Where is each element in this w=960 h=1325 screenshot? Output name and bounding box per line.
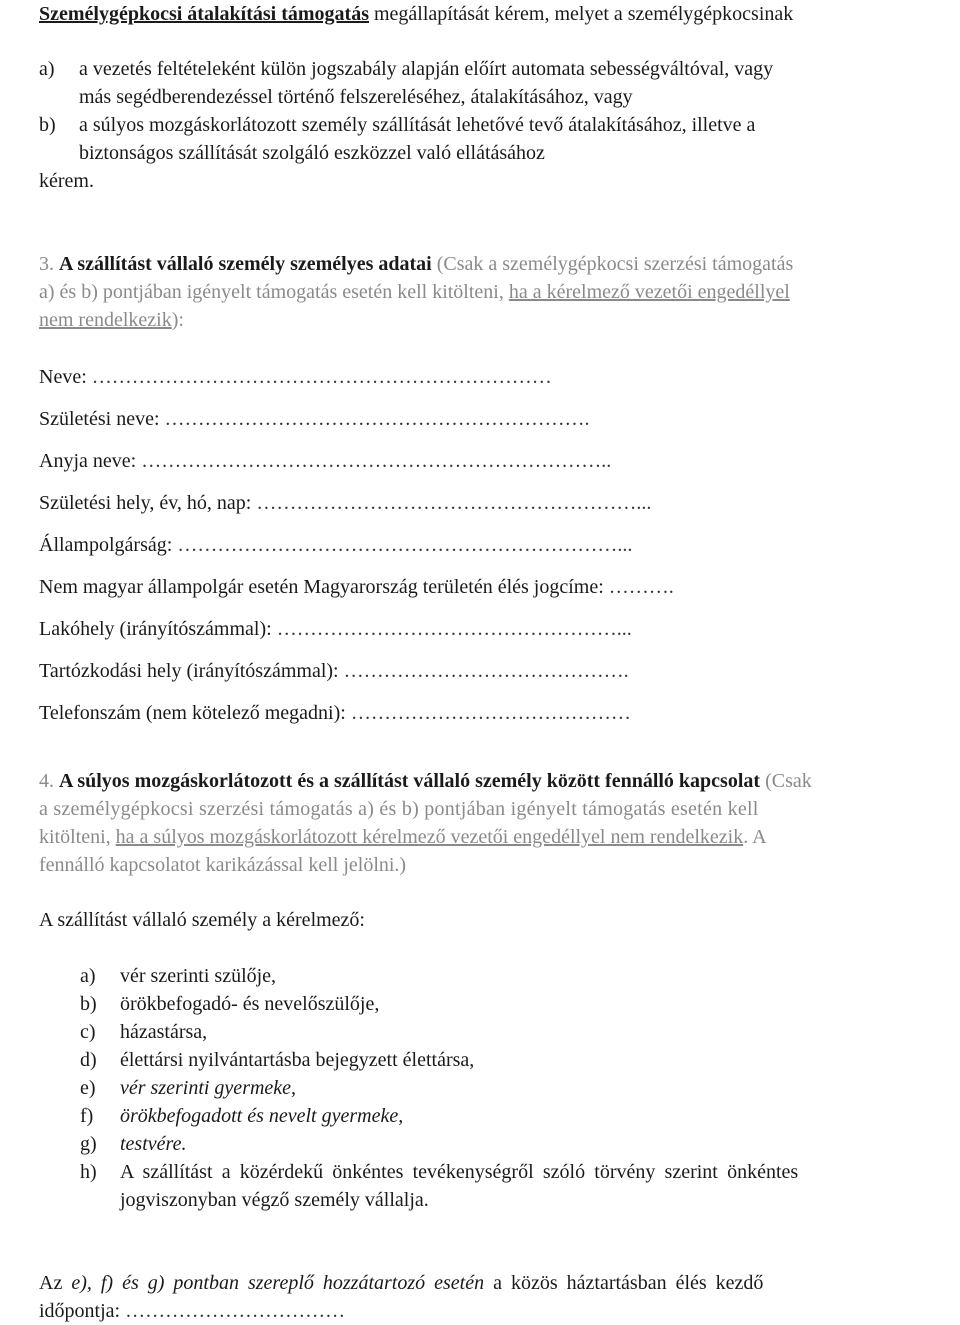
final-a: Az [39, 1272, 72, 1294]
option-e-label: e) [80, 1077, 96, 1099]
section4-lead: A szállítást vállaló személy a kérelmező: [39, 909, 365, 931]
field-citizenship-label: Állampolgárság: [39, 534, 178, 556]
option-h-text2: jogviszonyban végző személy vállalja. [120, 1189, 429, 1211]
field-birth-place-date[interactable] [39, 489, 957, 517]
final-date-label: időpontja: [39, 1300, 126, 1322]
intro-item-b-line1: a súlyos mozgáskorlátozott személy szállítását lehetővé tevő átalakításához, illetve a [79, 114, 756, 136]
field-name-dots[interactable]: …………………………………………………………… [91, 366, 552, 388]
field-mother-name-label: Anyja neve: [39, 450, 142, 472]
option-d-text: élettársi nyilvántartásba bejegyzett élettársa, [120, 1049, 475, 1071]
option-c-label: c) [80, 1021, 96, 1043]
section4-note-3a: kitölteni, [39, 826, 116, 848]
section4-number: 4. [39, 770, 54, 792]
section3-note-line2 [39, 278, 957, 306]
section3-note-3u: nem rendelkezik [39, 309, 172, 331]
field-address[interactable] [39, 615, 957, 643]
option-g-label: g) [80, 1133, 97, 1155]
field-phone[interactable] [39, 699, 957, 727]
option-b-text: örökbefogadó- és nevelőszülője, [120, 993, 380, 1015]
field-phone-label: Telefonszám (nem kötelező megadni): [39, 702, 351, 724]
field-residence-title-label: Nem magyar állampolgár esetén Magyarország területén élés jogcíme: [39, 576, 609, 598]
option-g-text: testvére. [120, 1133, 187, 1155]
section4-note-3b: . A [743, 826, 767, 848]
field-mother-name-dots[interactable]: …………………………………………………………….. [141, 450, 612, 472]
field-birth-place-date-label: Születési hely, év, hó, nap: [39, 492, 257, 514]
section3-note-3end: ): [171, 309, 184, 331]
section4-note-line2: a személygépkocsi szerzési támogatás a) és b) pontjában igényelt támogatás esetén kell [39, 798, 759, 820]
field-mother-name[interactable] [39, 447, 957, 475]
intro-closing: kérem. [39, 170, 94, 192]
final-line2[interactable] [39, 1297, 957, 1325]
section3-note-2a: a) és b) pontjában igényelt támogatás esetén kell kitölteni, [39, 281, 509, 303]
final-line1 [39, 1269, 957, 1297]
final-italic: e), f) és g) pontban szereplő hozzátartozó esetén [71, 1272, 485, 1294]
field-address-label: Lakóhely (irányítószámmal): [39, 618, 277, 640]
option-e-text: vér szerinti gyermeke, [120, 1077, 297, 1099]
section4-note-3u: ha a súlyos mozgáskorlátozott kérelmező vezetői engedéllyel nem rendelkezik [115, 826, 744, 848]
intro-item-b-line2: biztonságos szállítását szolgáló eszközzel való ellátásához [79, 142, 545, 164]
section4-note-1: (Csak [760, 770, 812, 792]
field-stay-address[interactable] [39, 657, 957, 685]
section3-note-1: (Csak a személygépkocsi szerzési támogatás [431, 253, 794, 275]
field-residence-title[interactable] [39, 573, 957, 601]
section4-note-line4: fennálló kapcsolatot karikázással kell jelölni.) [39, 854, 407, 876]
intro-title-line [39, 0, 957, 28]
field-residence-title-dots[interactable]: ………. [608, 576, 674, 598]
field-name-label: Neve: [39, 366, 92, 388]
section3-heading: A szállítást vállaló személy személyes adatai [59, 253, 432, 275]
field-birth-name[interactable] [39, 405, 957, 433]
field-birth-name-dots[interactable]: ………………………………………………………. [164, 408, 590, 430]
intro-title-rest: megállapítását kérem, melyet a személygépkocsinak [368, 3, 794, 25]
option-h-label: h) [80, 1161, 97, 1183]
section3-heading-line [39, 250, 957, 278]
field-citizenship-dots[interactable]: …………………………………………………………... [177, 534, 633, 556]
option-f-text: örökbefogadott és nevelt gyermeke, [120, 1105, 404, 1127]
intro-title: Személygépkocsi átalakítási támogatás [39, 3, 369, 25]
field-birth-place-date-dots[interactable]: …………………………………………………... [256, 492, 652, 514]
section3-note-line3 [39, 306, 957, 334]
option-h-text: A szállítást a közérdekű önkéntes tevékenységről szóló törvény szerint önkéntes [120, 1161, 799, 1183]
section4-heading-line [39, 767, 957, 795]
intro-item-a-label: a) [39, 58, 55, 80]
section4-heading: A súlyos mozgáskorlátozott és a szállítást vállaló személy között fennálló kapcsolat [59, 770, 761, 792]
final-b: a közös háztartásban élés kezdő [484, 1272, 764, 1294]
field-birth-name-label: Születési neve: [39, 408, 165, 430]
intro-item-a-line1: a vezetés feltételeként külön jogszabály alapján előírt automata sebességváltóval, vagy [79, 58, 774, 80]
section3-number: 3. [39, 253, 54, 275]
option-c-text: házastársa, [120, 1021, 208, 1043]
field-name[interactable] [39, 363, 957, 391]
field-phone-dots[interactable]: …………………………………… [350, 702, 631, 724]
final-date-dots[interactable]: …………………………… [125, 1300, 346, 1322]
option-a-label: a) [80, 965, 96, 987]
option-b-label: b) [80, 993, 97, 1015]
field-stay-address-label: Tartózkodási hely (irányítószámmal): [39, 660, 344, 682]
section4-note-line3 [39, 823, 957, 851]
intro-item-a-line2: más segédberendezéssel történő felszereléséhez, átalakításához, vagy [79, 86, 633, 108]
field-citizenship[interactable] [39, 531, 957, 559]
field-address-dots[interactable]: ……………………………………………... [276, 618, 632, 640]
section3-note-2u: ha a kérelmező vezetői engedéllyel [508, 281, 790, 303]
intro-item-b-label: b) [39, 114, 56, 136]
field-stay-address-dots[interactable]: ……………………………………. [343, 660, 629, 682]
option-d-label: d) [80, 1049, 97, 1071]
option-f-label: f) [80, 1105, 94, 1127]
option-a-text: vér szerinti szülője, [120, 965, 277, 987]
